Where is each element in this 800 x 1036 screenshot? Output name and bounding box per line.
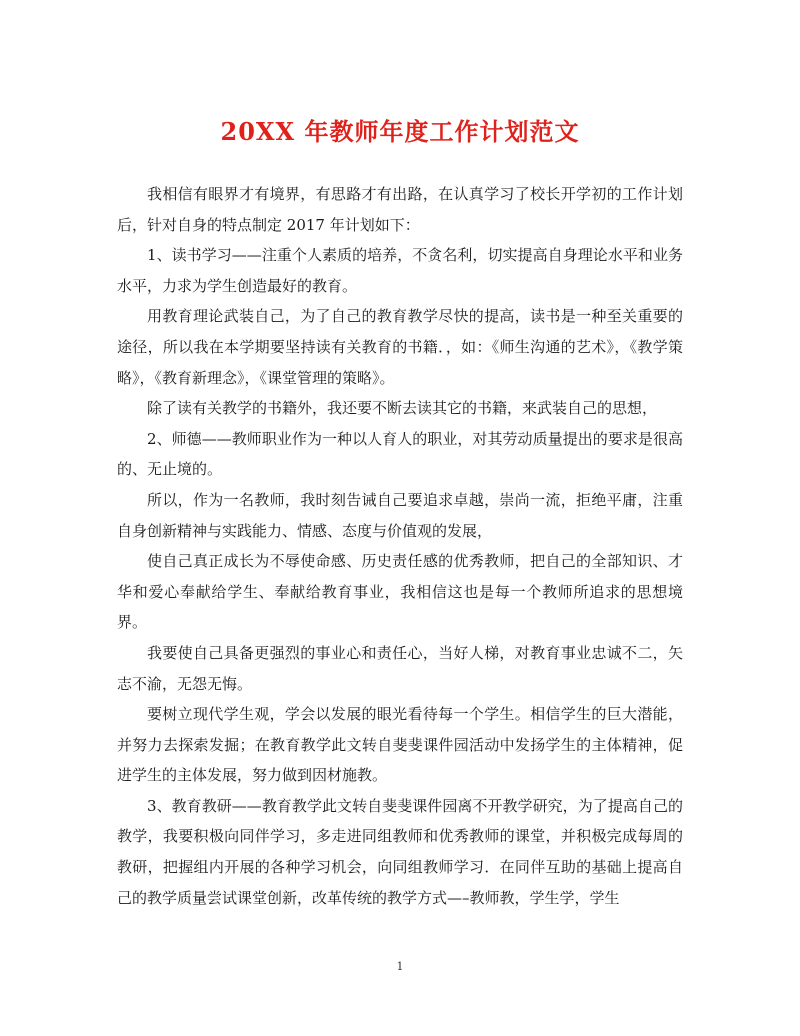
paragraph: 要树立现代学生观，学会以发展的眼光看待每一个学生。相信学生的巨大潜能，并努力去探索发掘；在教育教学此文转自斐斐课件园活动中发扬学生的主体精神，促进学生的主体发展，努力做到因材施教。 <box>117 705 683 785</box>
paragraph: 我相信有眼界才有境界，有思路才有出路，在认真学习了校长开学初的工作计划后，针对自身的特点制定 2017 年计划如下： <box>117 185 683 234</box>
paragraph: 3、教育教研——教育教学此文转自斐斐课件园离不开教学研究，为了提高自己的教学，我要积极向同伴学习，多走进同组教师和优秀教师的课堂，并积极完成每周的教研，把握组内开展的各种学习机会，向同组教师学习．在同伴互助的基础上提高自己的教学质量尝试课堂创新，改革传统的教学方式—–教师教，学生学，学生 <box>117 796 683 907</box>
paragraph: 1、读书学习——注重个人素质的培养，不贪名利，切实提高自身理论水平和业务水平，力求为学生创造最好的教育。 <box>117 246 683 295</box>
document-title: 20XX 年教师年度工作计划范文 <box>220 117 580 146</box>
paragraph: 我要使自己具备更强烈的事业心和责任心，当好人梯，对教育事业忠诚不二，矢志不渝，无怨无悔。 <box>117 643 683 693</box>
paragraph: 使自己真正成长为不辱使命感、历史责任感的优秀教师，把自己的全部知识、才华和爱心奉献给学生、奉献给教育事业，我相信这也是每一个教师所追求的思想境界。 <box>117 552 683 632</box>
paragraph: 所以，作为一名教师，我时刻告诫自己要追求卓越，崇尚一流，拒绝平庸，注重自身创新精神与实践能力、情感、态度与价值观的发展， <box>117 490 683 540</box>
paragraph: 2、师德——教师职业作为一种以人育人的职业，对其劳动质量提出的要求是很高的、无止境的。 <box>117 429 683 479</box>
document-body <box>117 179 683 913</box>
page-number: 1 <box>396 960 404 973</box>
paragraph: 用教育理论武装自己，为了自己的教育教学尽快的提高，读书是一种至关重要的途径，所以我在本学期要坚持读有关教育的书籍．，如：《师生沟通的艺术》，《教学策略》，《教育新理念》，《课堂管理的策略》。 <box>117 307 683 387</box>
paragraph: 除了读有关教学的书籍外，我还要不断去读其它的书籍，来武装自己的思想， <box>147 399 658 418</box>
